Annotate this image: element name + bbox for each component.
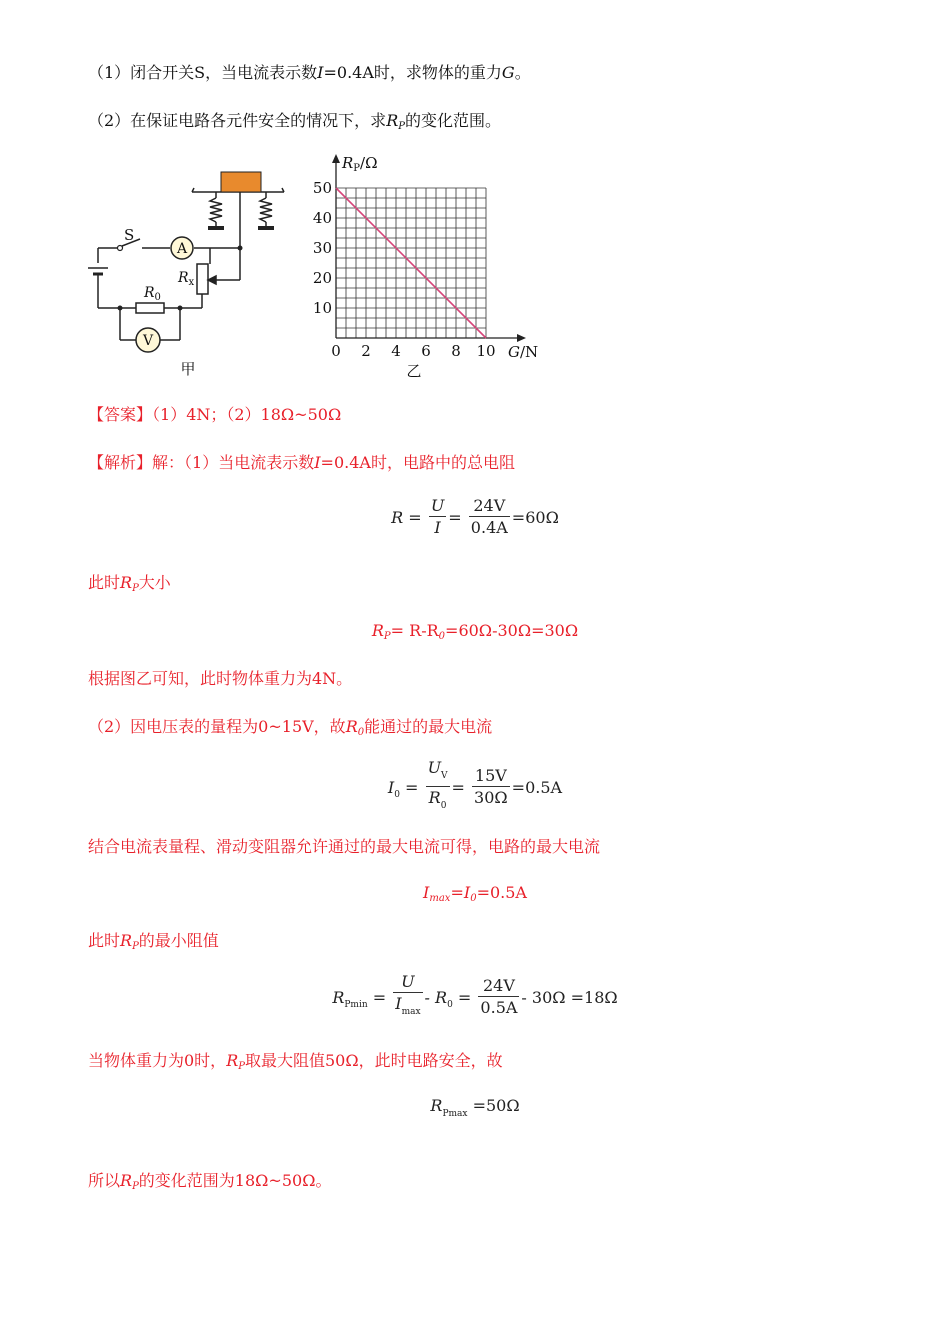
- y-tick-label: 30: [312, 239, 332, 257]
- eq1-den: I: [434, 518, 441, 537]
- line6-end: 的最小阻值: [138, 931, 219, 950]
- analysis-line-8: [88, 1170, 331, 1198]
- x-tick-label: 8: [451, 342, 461, 360]
- x-tick-label: 6: [421, 342, 431, 360]
- eq4-var: I: [423, 883, 430, 902]
- q1-var-g: G: [501, 63, 515, 82]
- eq5-den: I: [395, 994, 402, 1013]
- chart-caption: 乙: [406, 362, 422, 380]
- y-axis-label-sub: P: [353, 163, 361, 174]
- svg-text:RP/Ω: [341, 154, 378, 174]
- y-axis-unit: /Ω: [360, 154, 378, 172]
- equation-5: $R_{Pmin}$ = $\frac{U}{I_{max}}$ - $R_0$ = $\frac{24V}{0.5A}$ - 30Ω =18Ω: [332, 972, 618, 1017]
- voltmeter-label: V: [142, 333, 154, 349]
- line8-var: R: [120, 1171, 133, 1190]
- circuit-caption: 甲: [180, 360, 196, 378]
- q1-end: 。: [514, 63, 531, 82]
- eq5-tail: - 30Ω =18Ω: [521, 988, 618, 1007]
- x-tick-label: 10: [476, 342, 496, 360]
- q1-text: （1）闭合开关S，当电流表示数: [88, 63, 318, 82]
- eq4-end: =0.5A: [476, 883, 527, 902]
- answer-text: （1）4N；（2）18Ω~50Ω: [152, 405, 342, 424]
- line7-prefix: 当物体重力为0时，: [88, 1051, 227, 1070]
- eq5-lhs: R: [332, 988, 345, 1007]
- analysis-line-5: 结合电流表量程、滑动变阻器允许通过的最大电流可得，电路的最大电流: [88, 837, 601, 856]
- y-tick-label: 50: [312, 179, 332, 197]
- eq1-lhs: R: [391, 508, 404, 527]
- answer-label: 【答案】: [88, 405, 153, 424]
- switch-label: S: [124, 226, 135, 244]
- line2-end: 大小: [138, 573, 171, 592]
- weight-block: [221, 172, 261, 192]
- eq6-result: =50Ω: [472, 1096, 520, 1115]
- eq1-den2: 0.4A: [470, 518, 508, 537]
- equation-3: $I_0$ = $\frac{U_V}{R_0}$ = $\frac{15V}{30\Omega}$ =0.5A: [387, 758, 563, 811]
- y-tick-label: 40: [312, 209, 332, 227]
- x-axis-unit: /N: [519, 343, 539, 361]
- ammeter-label: A: [176, 241, 188, 257]
- eq3-num: U: [427, 758, 442, 777]
- line6-var: R: [120, 931, 133, 950]
- line7-var: R: [226, 1051, 239, 1070]
- eq5-num2: 24V: [478, 976, 519, 997]
- eq2-sub: 0: [438, 631, 446, 642]
- r0-sub: 0: [154, 292, 161, 303]
- analysis-line-6: [88, 930, 219, 958]
- eq5-den2: 0.5A: [480, 998, 518, 1017]
- equation-6: [0, 1096, 950, 1119]
- series-line: [336, 188, 486, 338]
- svg-text:R0: [143, 285, 161, 303]
- equation-1: R = $\frac{U}{I}$ = $\frac{24V}{0.4A}$ =60Ω: [391, 496, 559, 537]
- x-tick-label: 2: [361, 342, 371, 360]
- eq3-lhs-sub: 0: [394, 790, 400, 800]
- q1-var-i: I: [317, 63, 324, 82]
- line8-sub: P: [132, 1181, 139, 1192]
- analysis-intro: [88, 452, 515, 474]
- line8-end: 的变化范围为18Ω~50Ω。: [138, 1171, 332, 1190]
- rx-label: R: [178, 270, 189, 286]
- eq5-num: U: [393, 972, 422, 993]
- eq5-minus-sub: 0: [447, 1000, 453, 1010]
- q2-sub: P: [398, 121, 405, 132]
- circuit-diagram: [80, 160, 310, 390]
- eq3-num2: 15V: [472, 766, 510, 787]
- eq1-result: =60Ω: [511, 508, 559, 527]
- analysis-line-4: [88, 716, 492, 744]
- eq4-mid: =I: [450, 883, 471, 902]
- line7-end: 取最大阻值50Ω，此时电路安全，故: [244, 1051, 503, 1070]
- line6-prefix: 此时: [88, 931, 121, 950]
- analysis-line-2: [88, 572, 171, 600]
- q1-mid: =0.4A时，求物体的重力: [323, 63, 502, 82]
- analysis-intro-end: =0.4A时，电路中的总电阻: [320, 453, 515, 472]
- eq1-num: U: [430, 496, 445, 515]
- x-tick-label: 0: [331, 342, 341, 360]
- line4-prefix: （2）因电压表的量程为0~15V，故: [88, 717, 346, 736]
- equation-4: [0, 882, 950, 910]
- eq5-lhs-sub: Pmin: [344, 1000, 368, 1010]
- analysis-line-7: [88, 1050, 503, 1078]
- r0-label: R: [144, 285, 155, 301]
- y-tick-label: 10: [312, 299, 332, 317]
- question-1: [88, 62, 531, 84]
- analysis-line-3: 根据图乙可知，此时物体重力为4N。: [88, 669, 353, 688]
- eq4-sub: max: [429, 893, 451, 904]
- q2-end: 的变化范围。: [404, 111, 501, 130]
- eq2-end: =60Ω-30Ω=30Ω: [445, 621, 579, 640]
- x-axis-label: G: [508, 343, 520, 361]
- eq1-num2: 24V: [469, 496, 510, 517]
- line7-sub: P: [238, 1061, 245, 1072]
- question-2: [88, 110, 501, 138]
- eq3-den-sub: 0: [440, 801, 447, 811]
- analysis-label: 【解析】: [88, 453, 153, 472]
- eq2-text: = R-R: [390, 621, 439, 640]
- eq6-lhs: R: [430, 1096, 443, 1115]
- y-axis-label: R: [342, 154, 354, 172]
- svg-text:G/N: [508, 343, 538, 361]
- rx-sub: x: [188, 277, 195, 288]
- x-axis-arrow: [517, 334, 526, 342]
- svg-text:Rx: [177, 270, 195, 288]
- line2-prefix: 此时: [88, 573, 121, 592]
- eq3-den: R: [428, 788, 441, 807]
- line4-end: 能通过的最大电流: [364, 717, 493, 736]
- eq4-sub0: 0: [470, 893, 477, 904]
- analysis-intro-var: I: [314, 453, 321, 472]
- eq5-minus: - R: [424, 988, 448, 1007]
- eq6-lhs-sub: Pmax: [442, 1109, 468, 1119]
- line4-var: R: [345, 717, 358, 736]
- eq3-result: =0.5A: [511, 778, 563, 797]
- line6-sub: P: [132, 941, 139, 952]
- x-tick-label: 4: [391, 342, 401, 360]
- answer-line: [88, 404, 341, 426]
- analysis-intro-text: 解：（1）当电流表示数: [152, 453, 315, 472]
- equation-2: $R_P= R-R_0=60\Omega-30\Omega=30\Omega$: [371, 621, 579, 642]
- q2-var: R: [386, 111, 399, 130]
- y-tick-label: 20: [312, 269, 332, 287]
- q2-text: （2）在保证电路各元件安全的情况下，求: [88, 111, 387, 130]
- eq3-den2: 30Ω: [474, 788, 508, 807]
- y-axis-arrow: [332, 154, 340, 163]
- eq3-lhs: I: [387, 778, 395, 797]
- line4-sub: 0: [357, 727, 365, 738]
- eq5-den-sub: max: [401, 1007, 421, 1017]
- rp-g-chart: [310, 150, 550, 385]
- line2-sub: P: [132, 583, 139, 594]
- eq3-num-sub: V: [441, 771, 448, 781]
- line8-prefix: 所以: [88, 1171, 121, 1190]
- line2-var: R: [120, 573, 133, 592]
